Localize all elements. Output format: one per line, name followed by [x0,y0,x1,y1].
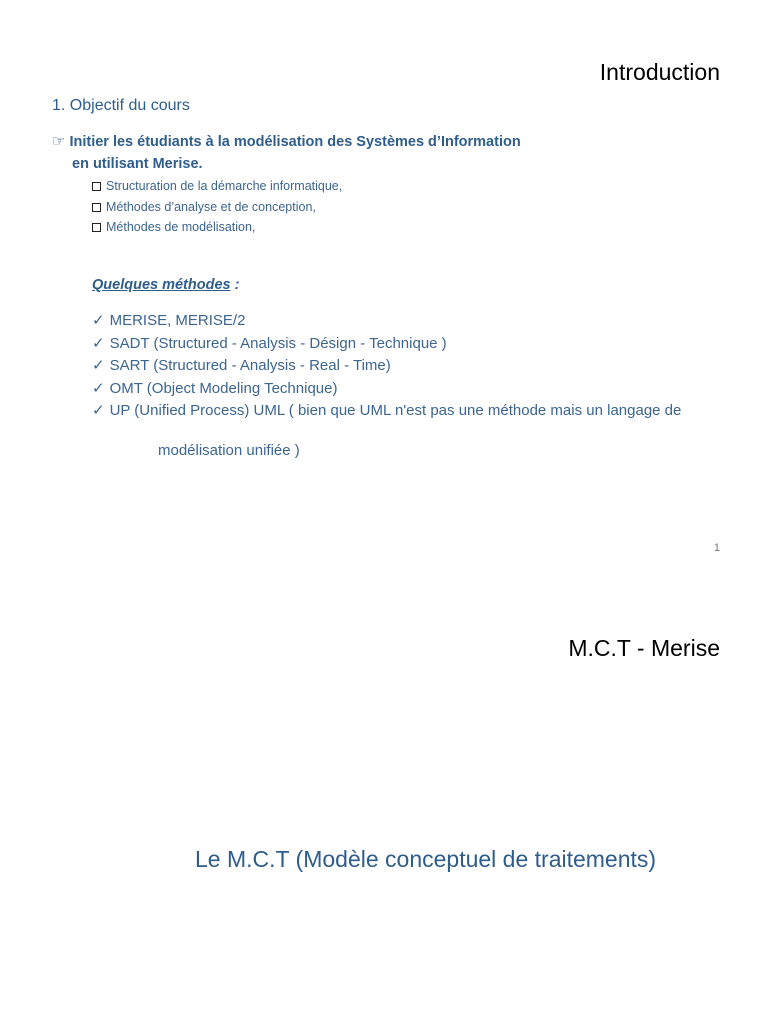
list-item-label: Méthodes de modélisation, [106,220,256,234]
methods-heading-text: Quelques méthodes [92,277,231,293]
slide-title: Introduction [599,59,720,85]
list-item [92,333,712,356]
methods-heading [92,277,239,293]
pointing-hand-icon: ☞ [52,133,66,150]
list-item [92,378,712,401]
objective-block [52,131,521,175]
list-item [92,310,712,333]
checkmark-icon: ✓ [92,402,105,419]
method-label: OMT (Object Modeling Technique) [109,379,338,397]
checkbox-square-icon [92,203,101,212]
slide-title-2: M.C.T - Merise [568,635,720,661]
page-number: 1 [713,542,720,554]
checkbox-square-icon [92,223,101,232]
checkbox-square-icon [92,182,101,191]
list-item [92,176,342,197]
methods-heading-suffix: : [230,277,240,293]
objective-text-1: Initier les étudiants à la modélisation des Systèmes d’Information [69,134,521,150]
method-continuation: modélisation unifiée ) [158,442,300,459]
checkmark-icon: ✓ [92,357,105,374]
method-label: SADT (Structured - Analysis - Désign - Technique ) [109,334,447,352]
list-item-label: Structuration de la démarche informatique, [106,179,343,193]
list-item [92,217,342,238]
checkmark-icon: ✓ [92,334,105,352]
list-item [92,355,712,378]
list-item [92,402,712,420]
checkmark-icon: ✓ [92,312,105,329]
section-heading: 1. Objectif du cours [52,97,190,114]
method-label: MERISE, MERISE/2 [109,312,246,329]
list-item-label: Méthodes d’analyse et de conception, [106,199,316,214]
methods-list [92,310,712,420]
method-label: SART (Structured - Analysis - Real - Time) [109,357,391,374]
objective-subitems [92,176,342,238]
checkmark-icon: ✓ [92,379,105,397]
objective-line-2: en utilisant Merise. [72,156,203,172]
objective-line-1 [52,131,521,153]
slide-subtitle: Le M.C.T (Modèle conceptuel de traitements) [195,846,657,872]
method-label: UP (Unified Process) UML ( bien que UML n'est pas une méthode mais un langage de [109,402,682,419]
list-item [92,197,342,218]
